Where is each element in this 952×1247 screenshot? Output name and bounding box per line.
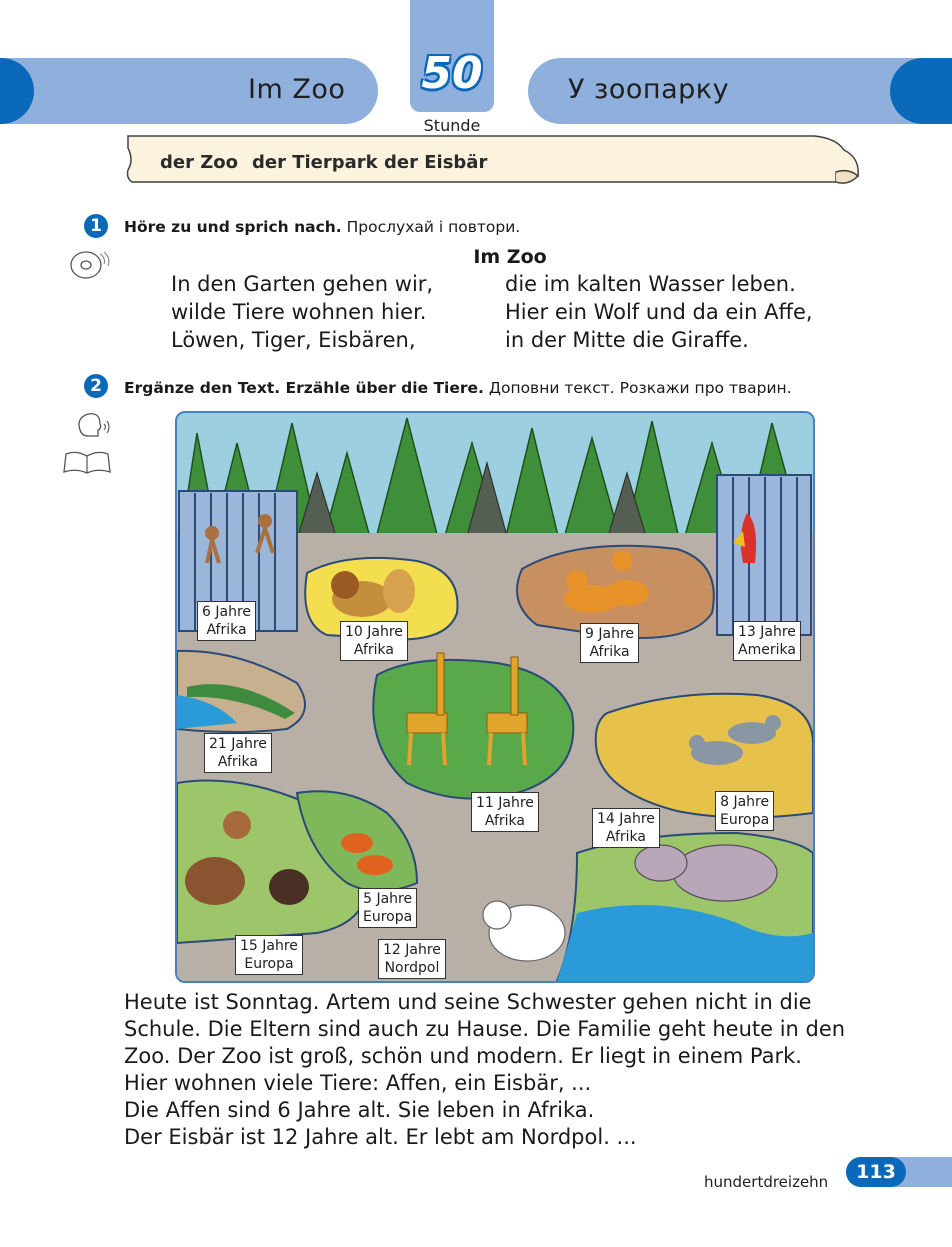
page-number-word: hundertdreizehn bbox=[704, 1173, 829, 1191]
instruction-german: Ergänze den Text. Erzähle über die Tiere. bbox=[124, 379, 484, 397]
story-line: Zoo. Der Zoo ist groß, schön und modern. Er liegt in einem Park. bbox=[124, 1044, 802, 1068]
poem-line: wilde Tiere wohnen hier. bbox=[171, 300, 427, 324]
animal-label-bears: 15 Jahre Europa bbox=[235, 935, 303, 975]
vocab-word: der Eisbär bbox=[384, 152, 488, 173]
instruction-ukrainian: Доповни текст. Розкажи про тварин. bbox=[483, 379, 792, 397]
story-line: Der Eisbär ist 12 Jahre alt. Er lebt am Nordpol. ... bbox=[124, 1125, 637, 1149]
animal-label-crocodile: 21 Jahre Afrika bbox=[204, 733, 272, 773]
vocab-word: der Zoo bbox=[160, 152, 239, 173]
instruction-ukrainian: Прослухай і повтори. bbox=[341, 218, 521, 236]
story-line: Schule. Die Eltern sind auch zu Hause. Die Familie geht heute in den bbox=[124, 1017, 846, 1041]
animal-label-hippo: 14 Jahre Afrika bbox=[592, 808, 660, 848]
animal-label-polar-bear: 12 Jahre Nordpol bbox=[378, 939, 446, 979]
poem-line: in der Mitte die Giraffe. bbox=[505, 328, 749, 352]
story-line: Heute ist Sonntag. Artem und seine Schwester gehen nicht in die bbox=[124, 990, 812, 1014]
poem-line: Löwen, Tiger, Eisbären, bbox=[171, 328, 416, 352]
open-book-icon bbox=[62, 448, 112, 476]
poem-line: Hier ein Wolf und da ein Affe, bbox=[505, 300, 813, 324]
story-line: Die Affen sind 6 Jahre alt. Sie leben in Afrika. bbox=[124, 1098, 595, 1122]
animal-label-monkeys: 6 Jahre Afrika bbox=[197, 601, 256, 641]
header-cap-right bbox=[890, 58, 952, 124]
animal-label-foxes: 5 Jahre Europa bbox=[358, 888, 417, 928]
exercise-number-1: 1 bbox=[84, 214, 108, 238]
animal-label-lions: 10 Jahre Afrika bbox=[340, 621, 408, 661]
exercise1-instruction bbox=[124, 218, 520, 236]
vocab-word: der Tierpark bbox=[252, 152, 378, 173]
speaking-head-icon bbox=[74, 410, 114, 440]
title-german: Im Zoo bbox=[248, 74, 346, 105]
animal-label-giraffes: 11 Jahre Afrika bbox=[471, 792, 539, 832]
page-number: 113 bbox=[846, 1157, 906, 1187]
poem-title: Im Zoo bbox=[473, 246, 547, 268]
poem-line: In den Garten gehen wir, bbox=[171, 272, 434, 296]
story-line: Hier wohnen viele Tiere: Affen, ein Eisbär, ... bbox=[124, 1071, 592, 1095]
title-ukrainian: У зоопарку bbox=[568, 74, 730, 105]
exercise-number-2: 2 bbox=[84, 374, 108, 398]
exercise2-instruction bbox=[124, 379, 792, 397]
animal-label-wolves: 8 Jahre Europa bbox=[715, 791, 774, 831]
zoo-illustration bbox=[175, 411, 815, 983]
animal-label-tigers: 9 Jahre Afrika bbox=[580, 623, 639, 663]
zoo-scene bbox=[177, 413, 813, 981]
lesson-number: 50 bbox=[421, 48, 483, 99]
lesson-word: Stunde bbox=[423, 116, 481, 135]
instruction-german: Höre zu und sprich nach. bbox=[124, 218, 342, 236]
poem-line: die im kalten Wasser leben. bbox=[505, 272, 796, 296]
animal-label-parrot: 13 Jahre Amerika bbox=[733, 621, 801, 661]
